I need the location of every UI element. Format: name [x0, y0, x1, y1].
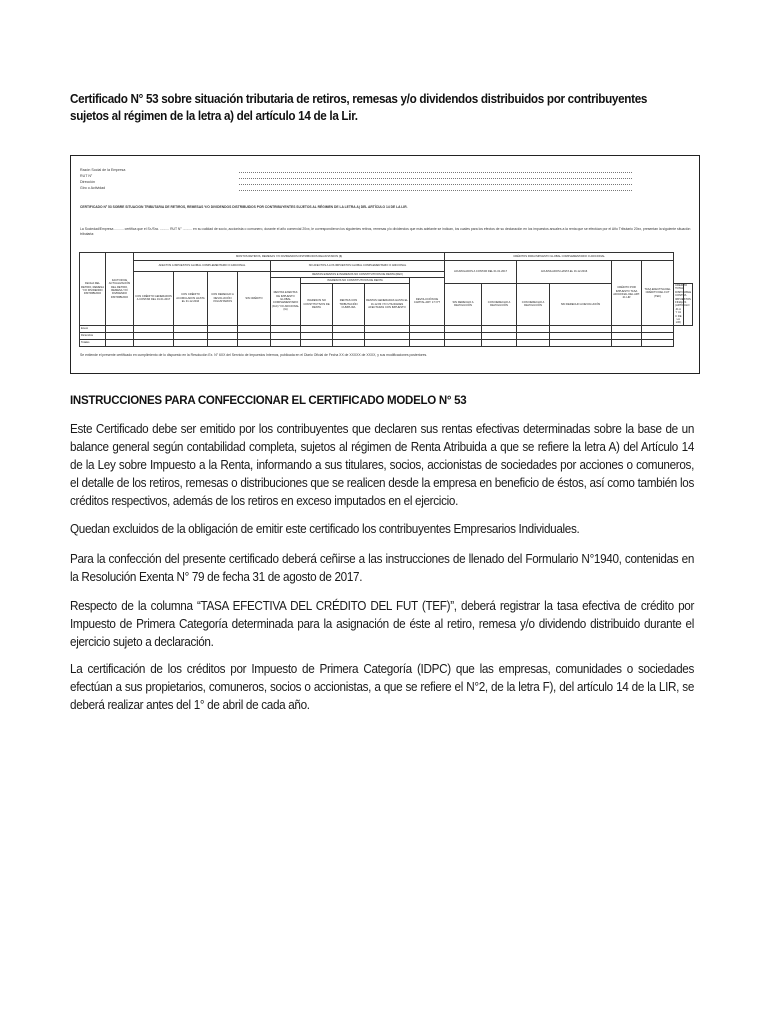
- field-giro: Giro o Actividad: [80, 186, 106, 190]
- certificate-form-preview: [70, 155, 700, 374]
- header-acumulados-hasta: ACUMULADOS HASTA EL 31.12.2016: [517, 261, 612, 284]
- col-rentas-exentas-igc: RENTAS EXENTAS DE IMPUESTO GLOBAL COMPLEMENTARIO (IGC) Y/O ADICIONAL (IA): [271, 278, 301, 326]
- certificate-heading: CERTIFICADO N° 53 SOBRE SITUACION TRIBUTARIA DE RETIROS, REMESAS Y/O DIVIDENDOS DISTRIBUIDOS POR CONTRIBUYENTES SUJETOS AL RÉGIMEN DE LA LETRA A) DEL ARTÍCULO 14 DE LA LIR.: [80, 205, 408, 209]
- paragraph: Este Certificado debe ser emitido por los contribuyentes que declaren sus rentas efectivas determinadas sobre la base de un balance general según contabilidad completa, sujetos al régimen de Renta Atribuida a que se refiere la letra A) del Artículo 14 de la Ley sobre Impuesto a la Renta, informando a sus titulares, socios, accionistas de sociedades por acciones o comuneros, el detalle de los retiros, remesas o distribuciones que se realicen desde la empresa en beneficio de éstos, así como también los créditos respectivos, además de los retiros en exceso imputados en el ejercicio.: [70, 422, 695, 508]
- field-razon-social: Razón Social de la Empresa: [80, 168, 126, 172]
- row-label: Totales: [80, 339, 106, 346]
- header-fecha: FECHA DEL RETIRO, REMESA Y/O DIVIDENDO DISTRIBUIDO: [80, 253, 106, 326]
- table-row: [80, 325, 693, 332]
- paragraph: Respecto de la columna “TASA EFECTIVA DEL CRÉDITO DEL FUT (TEF)”, deberá registrar la tasa efectiva de crédito por Impuesto de Primera Categoría determinada para la asignación de éste al retiro, remesa y/o dividendo distribuido durante el ejercicio sujeto a declaración.: [70, 599, 695, 649]
- header-factor: FACTOR DE ACTUALIZACIÓN DEL RETIRO, REMESA Y/O DIVIDENDO DISTRIBUIDO: [106, 253, 134, 326]
- header-no-afectos: NO AFECTOS A LOS IMPUESTOS GLOBAL COMPLEMENTARIO O ADICIONAL: [271, 261, 445, 272]
- col-sin-credito: SIN CRÉDITO: [238, 272, 271, 326]
- col-sin-derecho-dev-1: SIN DERECHO A DEVOLUCIÓN: [445, 284, 482, 326]
- field-line: [239, 168, 632, 173]
- table-row: [80, 332, 693, 339]
- paragraph: Quedan excluidos de la obligación de emitir este certificado los contribuyentes Empresarios Individuales.: [70, 522, 580, 536]
- col-credito-total: CRÉDITO TOTAL DISPONIBLE CONTRA IMPUESTOS FINALES (ARTÍCULO 41 A Y 41 C DE LA LIR): [675, 284, 692, 325]
- col-con-derecho-dev-2: CON DERECHO A DEVOLUCIÓN: [517, 284, 550, 326]
- certificate-footer-note: Se extiende el presente certificado en cumplimiento de lo dispuesto en la Resolución Ex. N° 6XX del Servicio de Impuestos Internos, publicada en el Diario Oficial de Fecha XX de XXXXX de XXXX, y sus modificaciones posteriores.: [80, 353, 428, 357]
- row-label: Enero: [80, 325, 106, 332]
- col-sin-derecho-dev-2: SIN DERECHO A DEVOLUCIÓN: [550, 284, 612, 326]
- row-label: Diciembre: [80, 332, 106, 339]
- col-con-credito-2016: CON CRÉDITO ACUMULADOS HASTA EL 31.12.2016: [174, 272, 208, 326]
- col-rentas-tributacion: RENTAS CON TRIBUTACIÓN CUMPLIDA: [333, 284, 365, 326]
- header-renta-exenta: RENTAS EXENTAS E INGRESOS NO CONSTITUTIVOS DE RENTA (REX): [271, 272, 445, 278]
- field-rut: RUT N°: [80, 174, 93, 178]
- table-row: [80, 339, 693, 346]
- col-con-credito-2017: CON CRÉDITO GENERADOS A CONTAR DEL 01.01.2017: [134, 272, 174, 326]
- field-direccion: Dirección: [80, 180, 95, 184]
- col-rentas-genuinas: RENTAS GENERADAS HASTA EL 31.12.83 Y/O UTILIDADES AFECTADAS CON IMPUESTO: [365, 284, 410, 326]
- col-tasa-efectiva: TASA EFECTIVA DEL CRÉDITO DEL FUT (TEF): [642, 261, 674, 326]
- header-montos: MONTOS RETIROS, REMESAS Y/O DIVIDENDOS DISTRIBUIDOS REAJUSTADOS ($): [134, 253, 445, 261]
- col-devolucion-capital: DEVOLUCIÓN DE CAPITAL ART. 17 N°7: [410, 278, 445, 326]
- paragraph: Para la confección del presente certificado deberá ceñirse a las instrucciones de llenado del Formulario N°1940, contenidas en la Resolución Exenta N° 79 de fecha 31 de agosto de 2017.: [70, 552, 695, 584]
- certificate-intro: La Sociedad/Empresa .......... certifica que el Sr./Sra. .......... RUT N° .......... en su calidad de socio, accionista o comunero, durante el año comercial 20xx, le correspondieron los siguientes retiros, remesas y/o dividendos que más adelante se indican, los cuales para los efectos de su declaración en los impuestos anuales a la renta que se efectúan por el Año Tributario 20xx, presentan la siguiente situación tributaria:: [80, 227, 691, 236]
- field-line: [239, 180, 632, 185]
- col-credito-ipe: CRÉDITO POR IMPUESTO TASA ADICIONAL DEL ART. 21 LIR: [612, 261, 642, 326]
- header-ingresos-no-const: INGRESOS NO CONSTITUTIVOS DE RENTA: [301, 278, 410, 284]
- header-afectos: AFECTOS A IMPUESTOS GLOBAL COMPLEMENTARIO O ADICIONAL: [134, 261, 271, 272]
- header-creditos: CRÉDITOS PARA IMPUESTO GLOBAL COMPLEMENTARIO O ADICIONAL: [445, 253, 674, 261]
- instructions-title: INSTRUCCIONES PARA CONFECCIONAR EL CERTIFICADO MODELO N° 53: [70, 393, 467, 407]
- col-ingresos-no-const: INGRESOS NO CONSTITUTIVOS DE RENTA: [301, 284, 333, 326]
- col-con-derecho-dev-1: CON DERECHO A DEVOLUCIÓN: [482, 284, 517, 326]
- document-title: Certificado N° 53 sobre situación tributaria de retiros, remesas y/o dividendos distribuidos por contribuyentes sujetos al régimen de la letra a) del artículo 14 de la Lir.: [70, 92, 648, 123]
- certificate-table: [79, 252, 693, 347]
- paragraph: La certificación de los créditos por Impuesto de Primera Categoría (IDPC) que las empresas, comunidades o sociedades efectúan a sus propietarios, comuneros, socios o accionistas, a que se refiere el N°2, de la letra F), del artículo 14 de la LIR, se deberá realizar antes del 1° de abril de cada año.: [70, 662, 695, 712]
- field-line: [239, 174, 632, 179]
- col-voluntarios: CON DERECHO A DEVOLUCIÓN VOLUNTARIOS: [208, 272, 238, 326]
- header-acumulados-2017: ACUMULADOS A CONTAR DEL 01.01.2017: [445, 261, 517, 284]
- field-line: [239, 186, 632, 191]
